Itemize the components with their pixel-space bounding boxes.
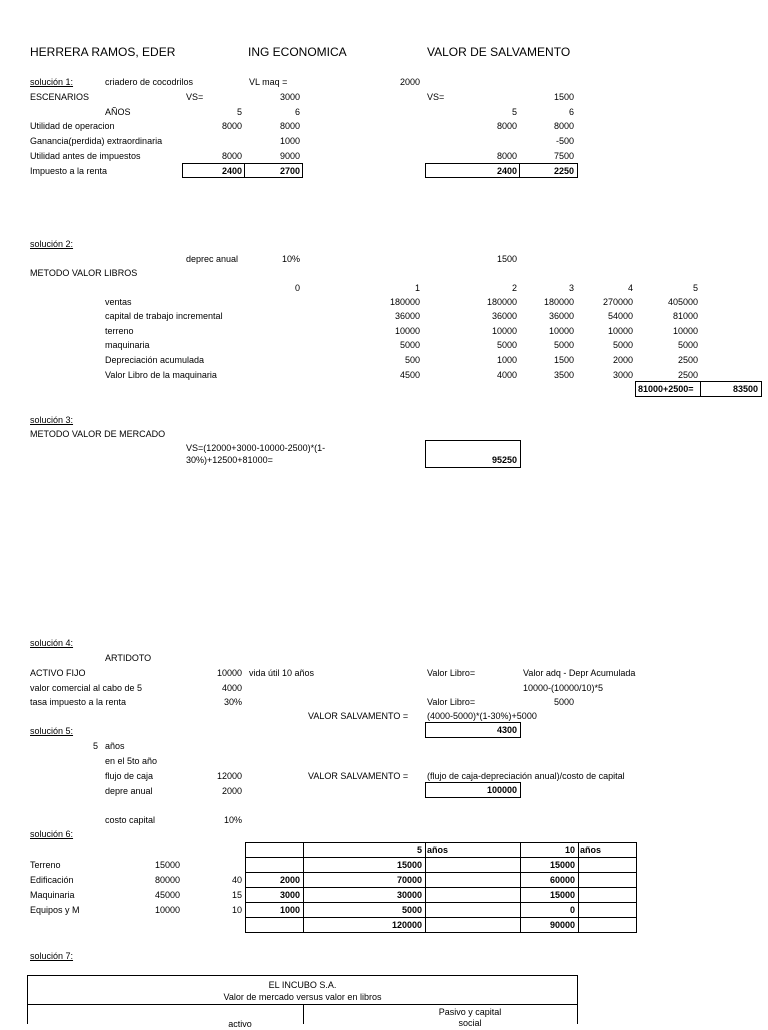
solution-3-title: solución 3: bbox=[30, 415, 74, 425]
s2-year: 2 bbox=[511, 283, 517, 293]
s2-cell: 10000 bbox=[672, 326, 698, 336]
s1-tax-cell: 2400 bbox=[221, 166, 242, 176]
s2-cell: 180000 bbox=[543, 297, 574, 307]
s4-row-value: 10000 bbox=[216, 668, 242, 678]
s2-cell: 500 bbox=[404, 355, 420, 365]
s2-cell: 4500 bbox=[399, 370, 420, 380]
s6-value-5: 70000 bbox=[396, 875, 422, 885]
project-name: criadero de cocodrilos bbox=[105, 77, 194, 87]
s1-row-label: Utilidad de operacion bbox=[30, 121, 115, 131]
s6-life: 40 bbox=[231, 875, 242, 885]
s1-cell: 8000 bbox=[221, 121, 242, 131]
company-artidoto: ARTIDOTO bbox=[105, 653, 152, 663]
s2-cell: 36000 bbox=[491, 311, 517, 321]
s2-cell: 10000 bbox=[548, 326, 574, 336]
s1-cell: 8000 bbox=[221, 151, 242, 161]
s2-cell: 180000 bbox=[486, 297, 517, 307]
method-market-value: METODO VALOR DE MERCADO bbox=[30, 429, 166, 439]
scenarios-label: ESCENARIOS bbox=[30, 92, 90, 102]
s2-cell: 3500 bbox=[553, 370, 574, 380]
s6-value-10: 0 bbox=[569, 905, 575, 915]
s2-cell: 5000 bbox=[612, 340, 633, 350]
sum-value: 83500 bbox=[732, 384, 758, 394]
header-10-years: años bbox=[580, 845, 602, 855]
s6-row-label: Edificación bbox=[30, 875, 74, 885]
salvage-formula-2: (flujo de caja-depreciación anual)/costo de capital bbox=[427, 771, 625, 781]
year-5-a: 5 bbox=[236, 107, 242, 117]
salvage-formula: (4000-5000)*(1-30%)+5000 bbox=[427, 711, 537, 721]
year-6-b: 6 bbox=[568, 107, 574, 117]
author-name: HERRERA RAMOS, EDER bbox=[30, 45, 176, 59]
s1-cell: 7500 bbox=[553, 151, 574, 161]
total-5: 120000 bbox=[391, 920, 422, 930]
s1-cell: 1000 bbox=[279, 136, 300, 146]
s1-tax-cell: 2400 bbox=[496, 166, 517, 176]
s4-row-label: tasa impuesto a la renta bbox=[30, 697, 127, 707]
s2-row-label: terreno bbox=[105, 326, 134, 336]
course-name: ING ECONOMICA bbox=[248, 45, 347, 59]
method-book-value: METODO VALOR LIBROS bbox=[30, 268, 138, 278]
years-word: años bbox=[105, 741, 125, 751]
s1-tax-cell: 2250 bbox=[553, 166, 574, 176]
s6-cost: 15000 bbox=[154, 860, 180, 870]
s2-row-label: maquinaria bbox=[105, 340, 150, 350]
s4-row-value: 4000 bbox=[221, 683, 242, 693]
s2-row-label: ventas bbox=[105, 297, 132, 307]
cash-flow-value: 12000 bbox=[216, 771, 242, 781]
s2-cell: 5000 bbox=[399, 340, 420, 350]
s1-tax-cell: 2700 bbox=[279, 166, 300, 176]
s2-cell: 10000 bbox=[394, 326, 420, 336]
solution-2-title: solución 2: bbox=[30, 239, 74, 249]
capital-cost-value: 10% bbox=[223, 815, 242, 825]
book-value-result: 5000 bbox=[553, 697, 574, 707]
solution-5-title: solución 5: bbox=[30, 726, 74, 736]
year-5-b: 5 bbox=[511, 107, 517, 117]
salvage-value-label: VALOR SALVAMENTO = bbox=[308, 711, 409, 721]
s4-row-value: 30% bbox=[223, 697, 242, 707]
s1-row-label: Ganancia(perdida) extraordinaria bbox=[30, 136, 163, 146]
s1-row-label: Utilidad antes de impuestos bbox=[30, 151, 141, 161]
topic-title: VALOR DE SALVAMENTO bbox=[427, 45, 571, 59]
header-5-years: años bbox=[427, 845, 449, 855]
years-label: AÑOS bbox=[105, 107, 131, 117]
years-number: 5 bbox=[92, 741, 98, 751]
capital-cost-label: costo capital bbox=[105, 815, 156, 825]
year-6-a: 6 bbox=[294, 107, 300, 117]
s1-cell: 8000 bbox=[496, 121, 517, 131]
s6-dep: 1000 bbox=[279, 905, 300, 915]
s6-cost: 80000 bbox=[154, 875, 180, 885]
s6-life: 10 bbox=[231, 905, 242, 915]
solution-1-title: solución 1: bbox=[30, 77, 74, 87]
deprec-value: 1500 bbox=[496, 254, 517, 264]
header-10-number: 10 bbox=[564, 845, 575, 855]
s6-value-5: 5000 bbox=[401, 905, 422, 915]
s4-row-label: valor comercial al cabo de 5 bbox=[30, 683, 143, 693]
s6-dep: 2000 bbox=[279, 875, 300, 885]
vl-value: 2000 bbox=[399, 77, 420, 87]
market-formula-line-2: 30%)+12500+81000= bbox=[186, 455, 273, 465]
s6-row-label: Equipos y M bbox=[30, 905, 80, 915]
s2-cell: 1000 bbox=[496, 355, 517, 365]
s2-cell: 5000 bbox=[677, 340, 698, 350]
s1-cell: 9000 bbox=[279, 151, 300, 161]
balance-subtitle: Valor de mercado versus valor en libros bbox=[223, 992, 382, 1002]
s2-year: 0 bbox=[294, 283, 300, 293]
annual-depre-value: 2000 bbox=[221, 786, 242, 796]
sum-formula: 81000+2500= bbox=[638, 384, 694, 394]
s4-row-label: ACTIVO FIJO bbox=[30, 668, 86, 678]
s2-year: 3 bbox=[568, 283, 574, 293]
book-value-calc: 10000-(10000/10)*5 bbox=[523, 683, 604, 693]
s6-value-5: 30000 bbox=[396, 890, 422, 900]
s6-value-10: 15000 bbox=[549, 890, 575, 900]
s2-cell: 2500 bbox=[677, 370, 698, 380]
company-el-incubo: EL INCUBO S.A. bbox=[268, 980, 337, 990]
s1-cell: 8000 bbox=[496, 151, 517, 161]
s1-cell: 8000 bbox=[553, 121, 574, 131]
s6-dep: 3000 bbox=[279, 890, 300, 900]
s2-cell: 36000 bbox=[548, 311, 574, 321]
s2-cell: 5000 bbox=[553, 340, 574, 350]
useful-life-note: vida útil 10 años bbox=[249, 668, 315, 678]
s2-year: 1 bbox=[414, 283, 420, 293]
book-value-formula: Valor adq - Depr Acumulada bbox=[523, 668, 636, 678]
salvage-result: 4300 bbox=[496, 725, 517, 735]
s2-cell: 10000 bbox=[491, 326, 517, 336]
liabilities-header-1: Pasivo y capital bbox=[438, 1007, 502, 1017]
liabilities-header-2: social bbox=[458, 1018, 482, 1028]
solution-7-title: solución 7: bbox=[30, 951, 74, 961]
s6-life: 15 bbox=[231, 890, 242, 900]
book-value-label-2: Valor Libro= bbox=[427, 697, 476, 707]
s2-cell: 81000 bbox=[672, 311, 698, 321]
s2-cell: 10000 bbox=[607, 326, 633, 336]
s2-cell: 270000 bbox=[602, 297, 633, 307]
s6-value-10: 15000 bbox=[549, 860, 575, 870]
s2-cell: 5000 bbox=[496, 340, 517, 350]
s6-cost: 10000 bbox=[154, 905, 180, 915]
s2-cell: 180000 bbox=[389, 297, 420, 307]
s6-cost: 45000 bbox=[154, 890, 180, 900]
s1-cell: 8000 bbox=[279, 121, 300, 131]
deprec-pct: 10% bbox=[281, 254, 300, 264]
vs-label-b: VS= bbox=[427, 92, 445, 102]
assets-header: activo bbox=[228, 1019, 252, 1029]
solution-4-title: solución 4: bbox=[30, 638, 74, 648]
s2-row-label: capital de trabajo incremental bbox=[105, 311, 223, 321]
s6-row-label: Maquinaria bbox=[30, 890, 75, 900]
in-year-label: en el 5to año bbox=[105, 756, 158, 766]
total-10: 90000 bbox=[549, 920, 575, 930]
s2-year: 5 bbox=[692, 283, 698, 293]
s6-value-10: 60000 bbox=[549, 875, 575, 885]
vs-value-b: 1500 bbox=[553, 92, 574, 102]
deprec-label: deprec anual bbox=[186, 254, 239, 264]
salvage-result-2: 100000 bbox=[486, 785, 517, 795]
vs-label-a: VS= bbox=[186, 92, 204, 102]
vl-label: VL maq = bbox=[249, 77, 288, 87]
s2-cell: 2500 bbox=[677, 355, 698, 365]
header-5-number: 5 bbox=[416, 845, 422, 855]
salvage-value-label-2: VALOR SALVAMENTO = bbox=[308, 771, 409, 781]
s2-cell: 1500 bbox=[553, 355, 574, 365]
s2-row-label: Depreciación acumulada bbox=[105, 355, 205, 365]
annual-depre-label: depre anual bbox=[105, 786, 153, 796]
market-formula-line-1: VS=(12000+3000-10000-2500)*(1- bbox=[186, 443, 326, 453]
s2-cell: 405000 bbox=[667, 297, 698, 307]
s2-row-label: Valor Libro de la maquinaria bbox=[105, 370, 217, 380]
vs-value-a: 3000 bbox=[279, 92, 300, 102]
s6-row-label: Terreno bbox=[30, 860, 61, 870]
cash-flow-label: flujo de caja bbox=[105, 771, 154, 781]
s2-cell: 2000 bbox=[612, 355, 633, 365]
solution-6-title: solución 6: bbox=[30, 829, 74, 839]
s2-year: 4 bbox=[627, 283, 633, 293]
book-value-label: Valor Libro= bbox=[427, 668, 476, 678]
s2-cell: 3000 bbox=[612, 370, 633, 380]
s1-cell: -500 bbox=[555, 136, 574, 146]
s2-cell: 54000 bbox=[607, 311, 633, 321]
s2-cell: 4000 bbox=[496, 370, 517, 380]
s2-cell: 36000 bbox=[394, 311, 420, 321]
s6-value-5: 15000 bbox=[396, 860, 422, 870]
market-result: 95250 bbox=[491, 455, 517, 465]
s1-row-label: Impuesto a la renta bbox=[30, 166, 108, 176]
